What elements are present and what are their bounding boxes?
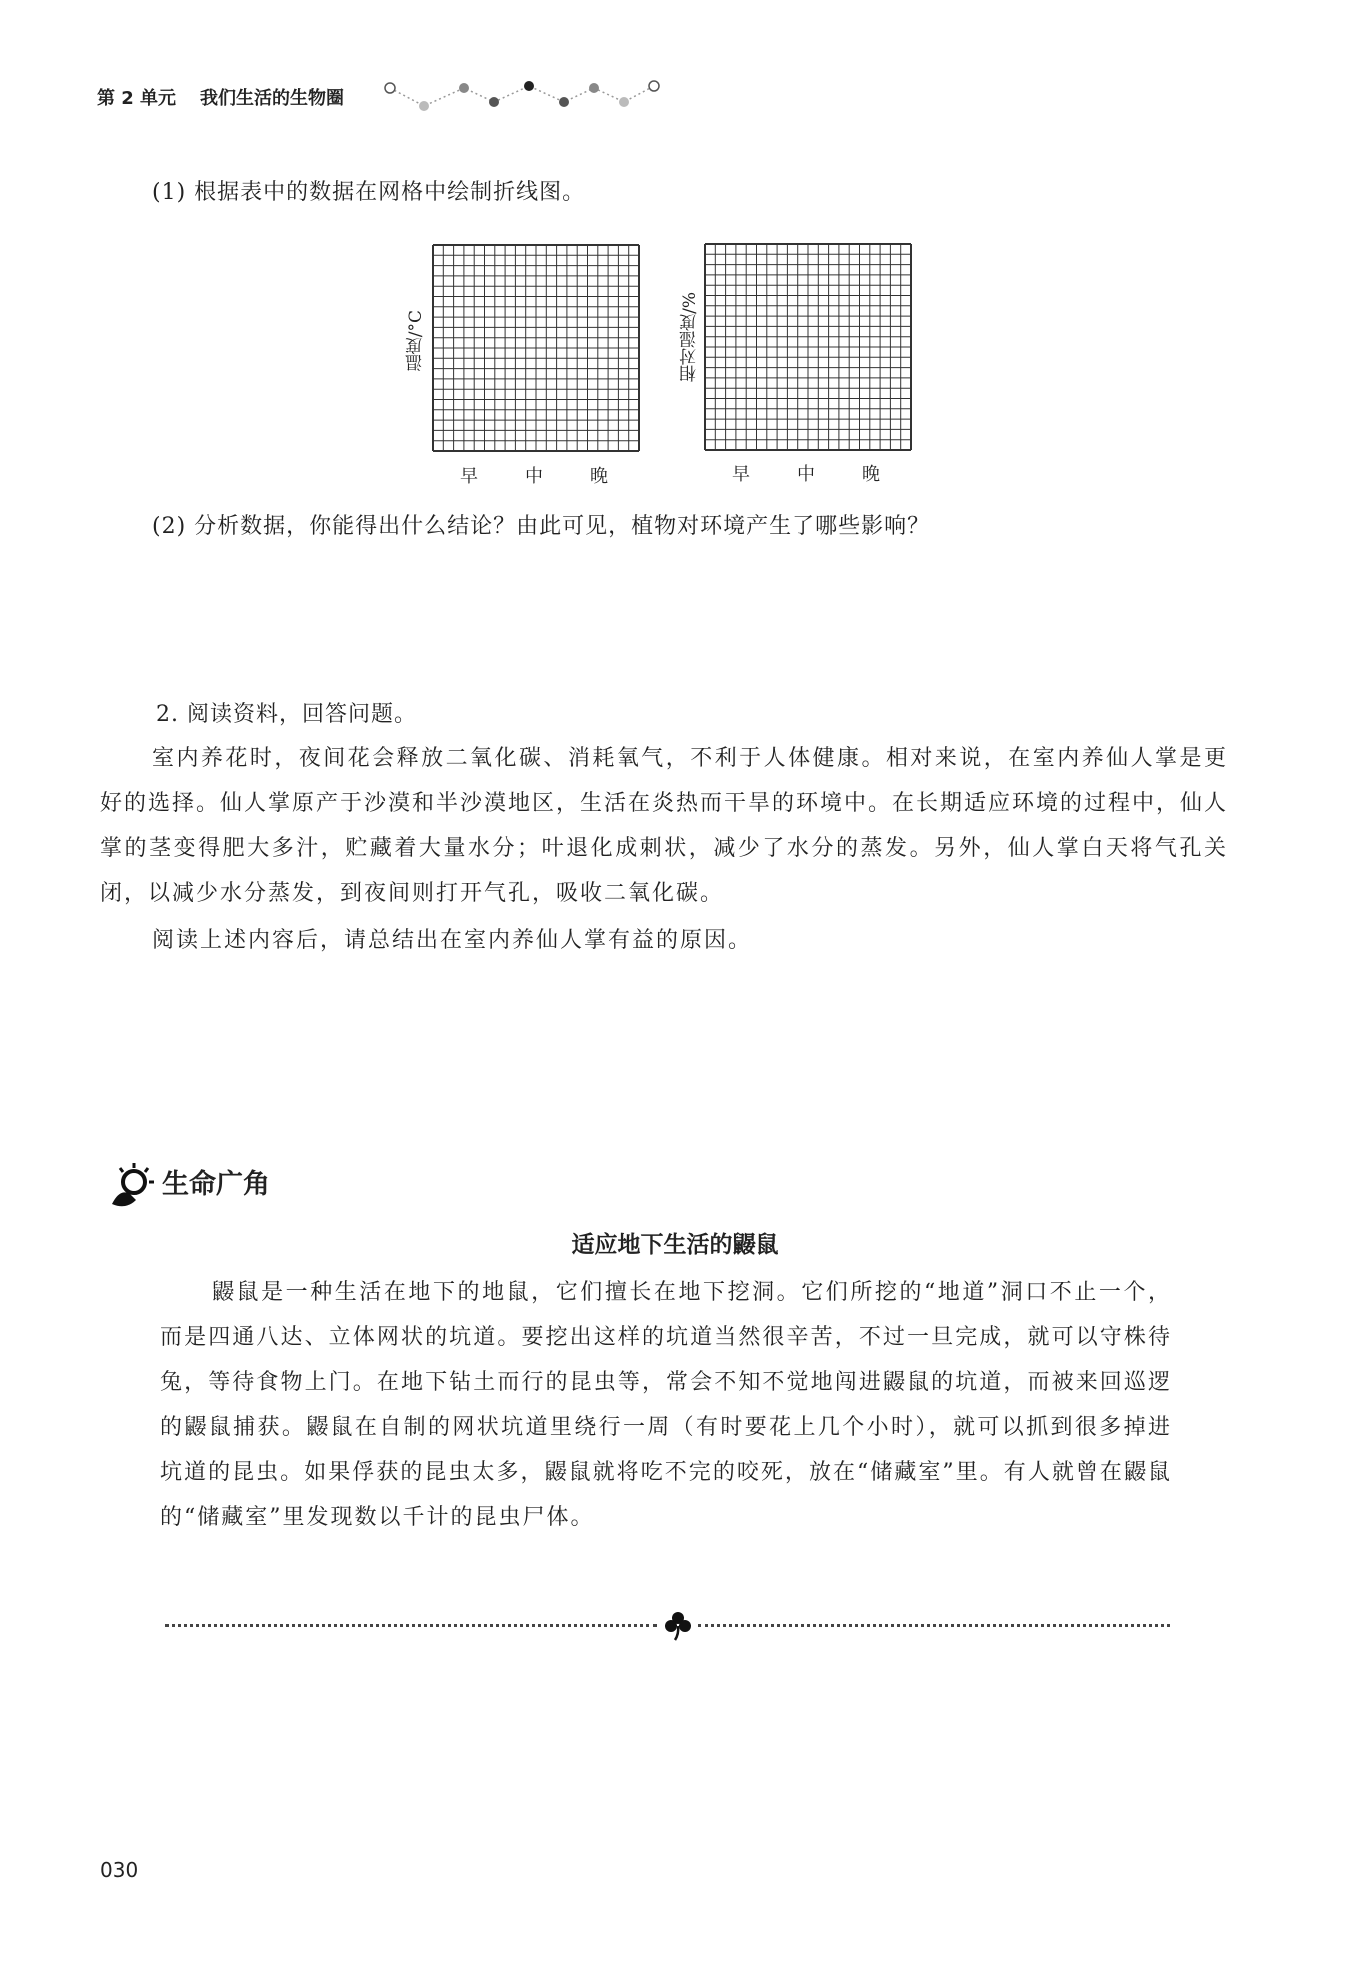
article-title: 适应地下生活的鼹鼠 — [571, 1232, 779, 1258]
left-chart-ylabel: 温度/°C — [406, 310, 426, 372]
right-x-evening: 晚 — [862, 464, 880, 485]
page-number: 030 — [100, 1858, 139, 1882]
unit-title: 我们生活的生物圈 — [200, 88, 344, 109]
divider-right — [698, 1624, 1170, 1627]
lightbulb-hand-icon — [106, 1160, 158, 1212]
question-2-passage: 室内养花时，夜间花会释放二氧化碳、消耗氧气，不利于人体健康。相对来说，在室内养仙人掌是更好的选择。仙人掌原产于沙漠和半沙漠地区，生活在炎热而干旱的环境中。在长期适应环境的过程中，仙人掌的茎变得肥大多汁，贮藏着大量水分；叶退化成刺状，减少了水分的蒸发。另外，仙人掌白天将气孔关闭，以减少水分蒸发，到夜间则打开气孔，吸收二氧化碳。 — [100, 746, 1229, 906]
clover-icon — [664, 1610, 692, 1642]
question-1-part-1: (1) 根据表中的数据在网格中绘制折线图。 — [152, 180, 586, 205]
question-1-part-2: (2) 分析数据，你能得出什么结论？由此可见，植物对环境产生了哪些影响？ — [152, 514, 931, 539]
header-decoration — [384, 78, 669, 114]
right-x-morning: 早 — [732, 464, 750, 485]
right-chart-ylabel: 相对湿度/% — [680, 292, 700, 382]
section-title: 生命广角 — [162, 1169, 270, 1200]
question-2-title: 2. 阅读资料，回答问题。 — [156, 702, 417, 727]
question-2-prompt: 阅读上述内容后，请总结出在室内养仙人掌有益的原因。 — [152, 928, 753, 953]
right-x-noon: 中 — [797, 464, 815, 485]
divider-left — [165, 1624, 657, 1627]
left-x-noon: 中 — [525, 466, 543, 487]
unit-label: 第 2 单元 — [97, 88, 177, 109]
humidity-grid — [704, 243, 914, 453]
left-x-evening: 晚 — [590, 466, 608, 487]
article-body: 鼹鼠是一种生活在地下的地鼠，它们擅长在地下挖洞。它们所挖的“地道”洞口不止一个，而是四通八达、立体网状的坑道。要挖出这样的坑道当然很辛苦，不过一旦完成，就可以守株待兔，等待食物上门。在地下钻土而行的昆虫等，常会不知不觉地闯进鼹鼠的坑道，而被来回巡逻的鼹鼠捕获。鼹鼠在自制的网状坑道里绕行一周（有时要花上几个小时），就可以抓到很多掉进坑道的昆虫。如果俘获的昆虫太多，鼹鼠就将吃不完的咬死，放在“储藏室”里。有人就曾在鼹鼠的“储藏室”里发现数以千计的昆虫尸体。 — [160, 1280, 1172, 1530]
temperature-grid — [432, 244, 642, 454]
left-x-morning: 早 — [460, 466, 478, 487]
